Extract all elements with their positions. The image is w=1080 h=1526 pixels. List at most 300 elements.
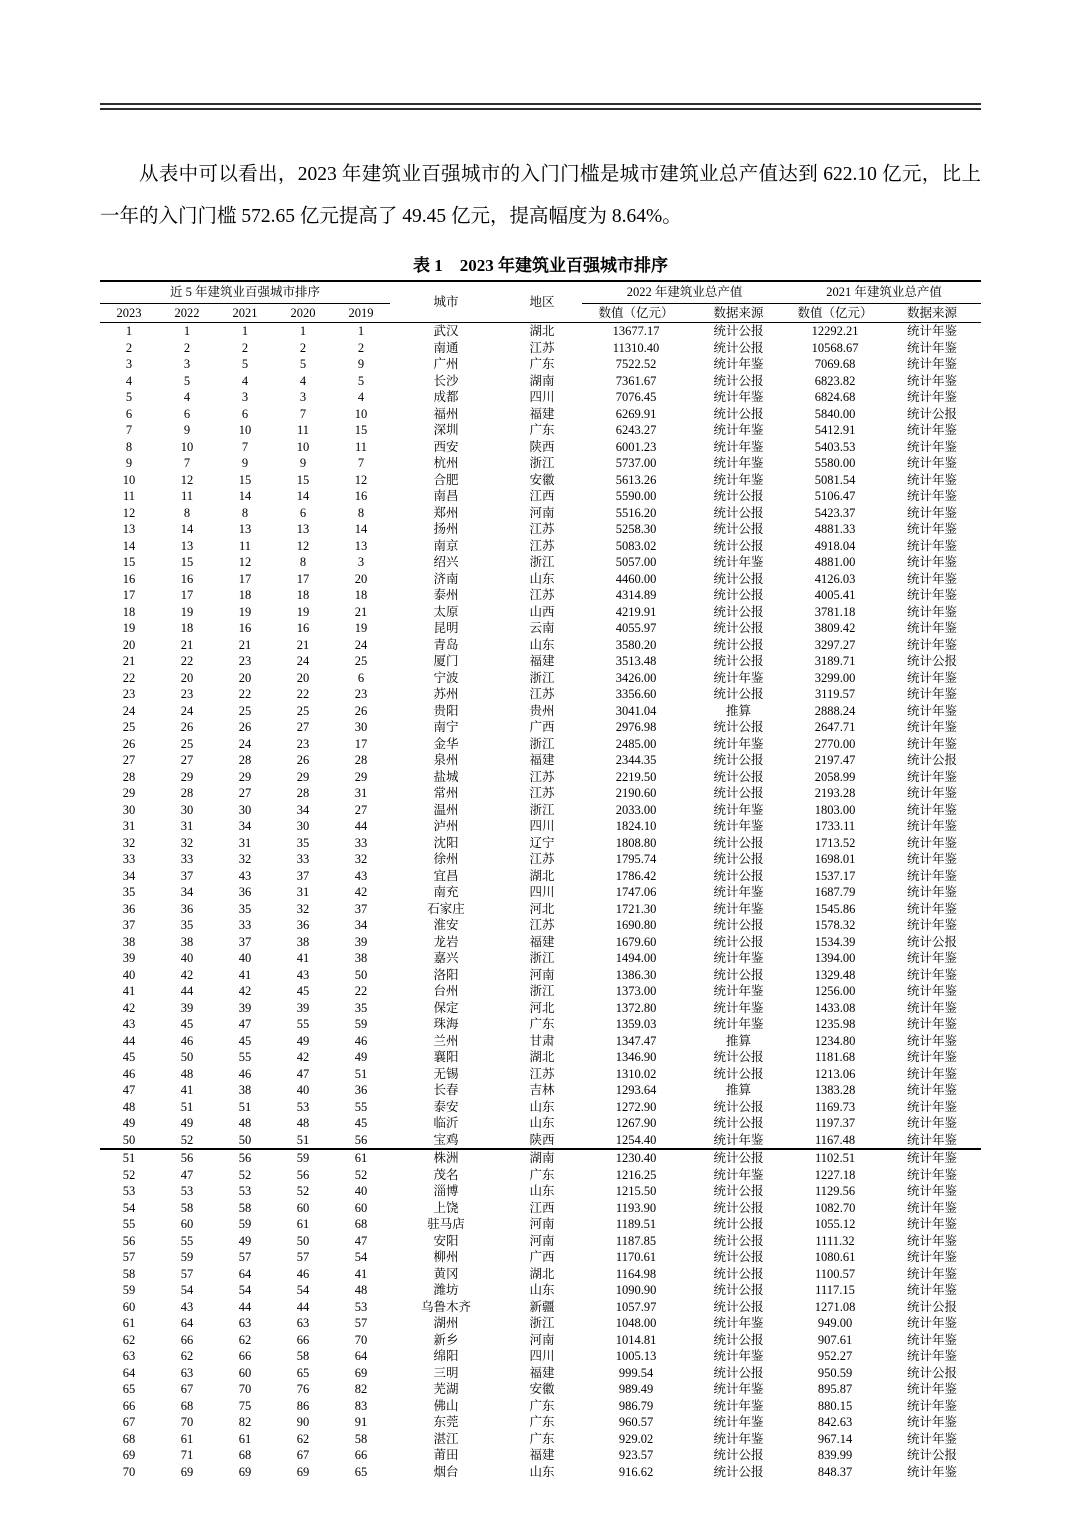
table-row — [100, 934, 981, 951]
value-2022-cell: 1090.90 — [615, 1283, 657, 1297]
rank-2021-cell: 15 — [238, 472, 252, 487]
rank-2023-cell: 42 — [122, 1000, 136, 1015]
source-2022-cell: 统计年鉴 — [713, 885, 764, 899]
rank-2023-cell: 22 — [122, 670, 136, 685]
value-2021-cell: 1433.08 — [814, 1000, 856, 1015]
region-cell: 浙江 — [529, 670, 555, 685]
rank-2022-cell: 29 — [180, 769, 194, 784]
value-2022-cell: 2190.60 — [615, 786, 657, 800]
city-cell: 广州 — [433, 357, 459, 371]
source-2022-cell: 统计公报 — [713, 835, 764, 850]
rank-2019-cell: 91 — [354, 1415, 368, 1429]
source-2022-cell: 统计公报 — [713, 1299, 764, 1314]
city-cell: 泉州 — [433, 753, 459, 767]
rank-2023-cell: 23 — [122, 687, 136, 701]
source-2022-cell: 统计公报 — [713, 324, 764, 338]
value-2022-cell: 1386.30 — [615, 967, 657, 982]
rank-2022-cell: 5 — [183, 373, 191, 388]
source-2021-cell: 统计公报 — [907, 1365, 958, 1380]
value-2022-cell: 6001.23 — [615, 439, 657, 454]
region-cell: 广东 — [529, 1167, 555, 1182]
rank-2021-cell: 54 — [238, 1283, 252, 1297]
rank-2022-cell: 32 — [180, 835, 194, 850]
rank-2019-cell: 26 — [354, 703, 368, 718]
value-2022-cell: 5258.30 — [615, 522, 657, 536]
source-2021-cell: 统计年鉴 — [907, 984, 958, 998]
value-2021-cell: 7069.68 — [814, 357, 856, 371]
city-cell: 杭州 — [433, 456, 459, 470]
rank-2020-cell: 53 — [296, 1099, 310, 1114]
rank-2023-cell: 58 — [122, 1266, 136, 1281]
value-2022-cell: 960.57 — [618, 1415, 654, 1429]
source-2021-cell: 统计年鉴 — [907, 423, 958, 437]
source-2021-cell: 统计年鉴 — [907, 588, 958, 602]
source-2021-cell: 统计年鉴 — [907, 1033, 958, 1048]
rank-2021-cell: 57 — [238, 1250, 252, 1264]
table-row — [100, 703, 981, 720]
region-cell: 福建 — [529, 1365, 555, 1380]
rank-2023-cell: 54 — [122, 1200, 136, 1215]
rank-2020-cell: 40 — [296, 1083, 310, 1097]
region-cell: 四川 — [529, 1349, 555, 1363]
rank-2023-cell: 37 — [122, 918, 136, 932]
rank-2022-cell: 15 — [180, 555, 194, 569]
rank-2023-cell: 70 — [122, 1464, 136, 1479]
rank-2020-cell: 60 — [296, 1200, 310, 1215]
source-2021-cell: 统计年鉴 — [907, 1250, 958, 1264]
city-cell: 合肥 — [433, 472, 459, 487]
value-2021-cell: 950.59 — [817, 1365, 853, 1380]
rank-2022-cell: 33 — [180, 852, 194, 866]
rank-2023-cell: 7 — [125, 423, 133, 437]
rank-2021-cell: 56 — [238, 1151, 252, 1165]
city-cell: 郑州 — [433, 505, 459, 520]
rank-2020-cell: 48 — [296, 1116, 310, 1130]
value-2021-cell: 1129.56 — [814, 1184, 856, 1198]
source-2022-cell: 统计年鉴 — [713, 456, 764, 470]
rank-2019-cell: 29 — [354, 769, 368, 784]
value-2022-cell: 916.62 — [618, 1464, 654, 1479]
rank-2022-cell: 48 — [180, 1066, 194, 1081]
region-cell: 山东 — [529, 1184, 555, 1198]
rank-2023-cell: 51 — [122, 1151, 136, 1165]
rank-2021-cell: 7 — [241, 439, 249, 454]
source-2022-cell: 统计公报 — [713, 340, 764, 355]
source-2021-cell: 统计年鉴 — [907, 1217, 958, 1231]
region-cell: 江苏 — [529, 538, 555, 553]
source-2021-cell: 统计公报 — [907, 1448, 958, 1462]
rank-2020-cell: 11 — [296, 423, 310, 437]
city-cell: 龙岩 — [433, 934, 459, 949]
rank-2019-cell: 27 — [354, 802, 368, 817]
value-2021-cell: 1534.39 — [814, 934, 856, 949]
source-2021-cell: 统计年鉴 — [907, 835, 958, 850]
table-row — [100, 1000, 981, 1017]
header-2021-value: 数值（亿元） — [787, 304, 883, 323]
rank-2019-cell: 60 — [354, 1200, 368, 1215]
source-2022-cell: 统计公报 — [713, 1250, 764, 1264]
header-city: 城市 — [390, 281, 502, 323]
source-2021-cell: 统计公报 — [907, 934, 958, 949]
table-row — [100, 1099, 981, 1116]
table-row — [100, 950, 981, 967]
source-2021-cell: 统计年鉴 — [907, 901, 958, 916]
city-cell: 东莞 — [433, 1415, 459, 1429]
rank-2022-cell: 69 — [180, 1464, 194, 1479]
city-cell: 泰州 — [433, 588, 459, 602]
city-cell: 深圳 — [433, 423, 459, 437]
rank-2020-cell: 29 — [296, 769, 310, 784]
rank-2023-cell: 67 — [122, 1415, 136, 1429]
value-2022-cell: 1747.06 — [615, 885, 657, 899]
region-cell: 新疆 — [529, 1299, 555, 1314]
rank-2019-cell: 53 — [354, 1299, 368, 1314]
value-2022-cell: 999.54 — [618, 1365, 654, 1380]
value-2022-cell: 13677.17 — [612, 324, 660, 338]
source-2022-cell: 统计公报 — [713, 522, 764, 536]
rank-2021-cell: 53 — [238, 1184, 252, 1198]
rank-2023-cell: 47 — [122, 1083, 136, 1097]
rank-2021-cell: 82 — [238, 1415, 252, 1429]
rank-2021-cell: 40 — [238, 951, 252, 965]
table-row — [100, 620, 981, 637]
rank-2019-cell: 2 — [357, 340, 365, 355]
source-2021-cell: 统计年鉴 — [907, 852, 958, 866]
value-2021-cell: 1234.80 — [814, 1033, 856, 1048]
region-cell: 江苏 — [529, 340, 555, 355]
rank-2021-cell: 35 — [238, 901, 252, 916]
table-row — [100, 670, 981, 687]
rank-2022-cell: 49 — [180, 1116, 194, 1130]
header-2021-source: 数据来源 — [883, 304, 981, 323]
rank-2020-cell: 51 — [274, 1132, 332, 1150]
rank-2023-cell: 19 — [122, 621, 136, 635]
value-2021-cell: 5081.54 — [814, 472, 856, 487]
rank-2020-cell: 86 — [296, 1398, 310, 1413]
city-cell: 三明 — [433, 1365, 459, 1380]
city-cell: 盐城 — [433, 769, 459, 784]
rank-2021-cell: 2 — [241, 340, 249, 355]
region-cell: 四川 — [529, 885, 555, 899]
source-2022-cell: 统计公报 — [713, 769, 764, 784]
rank-2021-cell: 70 — [238, 1382, 252, 1396]
source-2022-cell: 统计公报 — [713, 654, 764, 668]
rank-2023-cell: 17 — [122, 588, 136, 602]
city-cell: 潍坊 — [433, 1283, 459, 1297]
region-cell: 四川 — [529, 390, 555, 404]
source-2022-cell: 统计公报 — [713, 1464, 764, 1479]
rank-2019-cell: 57 — [354, 1316, 368, 1330]
source-2022-cell: 统计年鉴 — [713, 802, 764, 817]
source-2022-cell: 统计公报 — [713, 753, 764, 767]
city-cell: 西安 — [433, 439, 459, 454]
table-row — [100, 488, 981, 505]
city-cell: 绍兴 — [433, 555, 459, 569]
value-2021-cell: 3297.27 — [814, 637, 856, 652]
rank-2021-cell: 52 — [238, 1167, 252, 1182]
rank-2020-cell: 57 — [296, 1250, 310, 1264]
rank-2022-cell: 18 — [180, 621, 194, 635]
value-2021-cell: 1117.15 — [815, 1283, 855, 1297]
table-row — [100, 604, 981, 621]
region-cell: 河南 — [529, 1233, 555, 1248]
header-rank-2021: 2021 — [216, 304, 274, 323]
value-2022-cell: 1346.90 — [615, 1050, 657, 1064]
rank-2021-cell: 22 — [238, 687, 252, 701]
region-cell: 广东 — [529, 1431, 555, 1446]
rank-2022-cell: 51 — [180, 1099, 194, 1114]
header-region: 地区 — [502, 281, 582, 323]
city-cell: 茂名 — [433, 1167, 459, 1182]
header-rank-2020: 2020 — [274, 304, 332, 323]
value-2021-cell: 4126.03 — [814, 571, 856, 586]
rank-2021-cell: 8 — [241, 505, 249, 520]
source-2022-cell: 统计公报 — [713, 1283, 764, 1297]
rank-2021-cell: 47 — [238, 1017, 252, 1031]
value-2022-cell: 1216.25 — [615, 1167, 657, 1182]
source-2022-cell: 推算 — [726, 703, 752, 718]
rank-2022-cell: 28 — [180, 786, 194, 800]
table-row — [100, 389, 981, 406]
value-2022-cell: 1808.80 — [615, 835, 657, 850]
table-row — [100, 818, 981, 835]
rank-2021-cell: 39 — [238, 1000, 252, 1015]
rank-2020-cell: 35 — [296, 835, 310, 850]
rank-2020-cell: 47 — [296, 1066, 310, 1081]
region-cell: 湖南 — [529, 1151, 555, 1165]
table-row — [100, 340, 981, 357]
city-cell: 驻马店 — [427, 1217, 465, 1231]
rank-2020-cell: 49 — [296, 1033, 310, 1048]
source-2022-cell: 统计公报 — [713, 934, 764, 949]
source-2022-cell: 统计公报 — [713, 1200, 764, 1215]
table-row — [100, 1016, 981, 1033]
intro-paragraph: 从表中可以看出，2023 年建筑业百强城市的入门门槛是城市建筑业总产值达到 622.10 亿元，比上一年的入门门槛 572.65 亿元提高了 49.45 亿元，提高幅度为 8.64%。 — [100, 164, 981, 227]
source-2021-cell: 统计年鉴 — [907, 736, 958, 751]
rank-2023-cell: 10 — [122, 472, 136, 487]
value-2022-cell: 3580.20 — [615, 637, 657, 652]
rank-2022-cell: 37 — [180, 868, 194, 883]
region-cell: 河北 — [529, 901, 555, 916]
source-2021-cell: 统计年鉴 — [907, 1233, 958, 1248]
value-2022-cell: 6243.27 — [615, 423, 657, 437]
rank-2019-cell: 24 — [354, 637, 368, 652]
city-cell: 珠海 — [433, 1017, 459, 1031]
rank-2022-cell: 44 — [180, 984, 194, 998]
city-cell: 乌鲁木齐 — [421, 1299, 472, 1314]
rank-2022-cell: 22 — [180, 654, 194, 668]
value-2022-cell: 1347.47 — [615, 1033, 657, 1048]
city-cell: 临沂 — [433, 1116, 459, 1130]
source-2022-cell: 统计公报 — [713, 588, 764, 602]
table-row — [100, 373, 981, 390]
rank-2019-cell: 40 — [354, 1184, 368, 1198]
rank-2020-cell: 45 — [296, 984, 310, 998]
source-2022-cell: 统计公报 — [713, 1050, 764, 1064]
rank-2019-cell: 13 — [354, 538, 368, 553]
table-row — [100, 1082, 981, 1099]
rank-2021-cell: 23 — [238, 654, 252, 668]
rank-2021-cell: 24 — [238, 736, 252, 751]
source-2021-cell: 统计年鉴 — [907, 720, 958, 734]
table-row — [100, 538, 981, 555]
value-2021-cell: 4918.04 — [814, 538, 856, 553]
rank-2020-cell: 9 — [299, 456, 307, 470]
rank-2022-cell: 7 — [183, 456, 191, 470]
source-2022-cell: 统计公报 — [713, 621, 764, 635]
source-2022-cell: 统计公报 — [713, 1066, 764, 1081]
city-cell: 武汉 — [433, 324, 459, 338]
rank-2021-cell: 48 — [238, 1116, 252, 1130]
header-2022-output-group: 2022 年建筑业总产值 — [582, 281, 787, 304]
rank-2021-cell: 46 — [238, 1066, 252, 1081]
rank-2019-cell: 69 — [354, 1365, 368, 1380]
city-cell: 襄阳 — [433, 1050, 459, 1064]
table-row — [100, 1282, 981, 1299]
rank-2020-cell: 4 — [299, 373, 307, 388]
rank-2022-cell: 56 — [180, 1151, 194, 1165]
source-2021-cell: 统计年鉴 — [907, 373, 958, 388]
table-row — [100, 637, 981, 654]
source-2022-cell: 统计公报 — [713, 786, 764, 800]
rank-2020-cell: 16 — [296, 621, 310, 635]
region-cell: 湖北 — [529, 324, 555, 338]
source-2022-cell: 统计年鉴 — [713, 951, 764, 965]
region-cell: 甘肃 — [529, 1033, 555, 1048]
rank-2023-cell: 21 — [122, 654, 136, 668]
region-cell: 山东 — [529, 1116, 555, 1130]
source-2022-cell: 统计公报 — [713, 1116, 764, 1130]
header-2022-value: 数值（亿元） — [582, 304, 690, 323]
rank-2022-cell: 9 — [183, 423, 191, 437]
value-2022-cell: 989.49 — [618, 1382, 654, 1396]
source-2022-cell: 统计公报 — [713, 1266, 764, 1281]
rank-2022-cell: 2 — [183, 340, 191, 355]
rank-2021-cell: 21 — [238, 637, 252, 652]
source-2021-cell: 统计年鉴 — [907, 1200, 958, 1215]
region-cell: 浙江 — [529, 984, 555, 998]
source-2022-cell: 统计公报 — [713, 489, 764, 503]
rank-2021-cell: 66 — [238, 1349, 252, 1363]
city-cell: 成都 — [433, 390, 459, 404]
rank-2022-cell: 46 — [180, 1033, 194, 1048]
rank-2021-cell: 13 — [238, 522, 252, 536]
rank-2019-cell: 19 — [354, 621, 368, 635]
rank-2020-cell: 58 — [296, 1349, 310, 1363]
source-2022-cell: 统计年鉴 — [713, 736, 764, 751]
rank-2020-cell: 25 — [296, 703, 310, 718]
rank-2021-cell: 5 — [241, 357, 249, 371]
table-row — [100, 1266, 981, 1283]
rank-2021-cell: 1 — [241, 324, 249, 338]
region-cell: 山东 — [529, 637, 555, 652]
rank-2022-cell: 34 — [180, 885, 194, 899]
rank-2019-cell: 36 — [354, 1083, 368, 1097]
table-row — [100, 1049, 981, 1066]
region-cell: 福建 — [529, 753, 555, 767]
value-2021-cell: 848.37 — [817, 1464, 853, 1479]
value-2021-cell: 895.87 — [817, 1382, 853, 1396]
value-2022-cell: 7076.45 — [615, 390, 657, 404]
ranking-table — [100, 280, 981, 1480]
source-2022-cell: 统计公报 — [713, 571, 764, 586]
rank-2020-cell: 24 — [296, 654, 310, 668]
value-2021-cell: 4005.41 — [814, 588, 856, 602]
rank-2021-cell: 58 — [238, 1200, 252, 1215]
source-2021-cell: 统计年鉴 — [883, 1132, 981, 1150]
header-rank-2023: 2023 — [100, 304, 158, 323]
value-2021-cell: 5840.00 — [814, 406, 856, 421]
rank-2020-cell: 37 — [296, 868, 310, 883]
rank-2020-cell: 26 — [296, 753, 310, 767]
source-2021-cell: 统计公报 — [907, 406, 958, 421]
rank-2021-cell: 27 — [238, 786, 252, 800]
city-cell: 苏州 — [433, 687, 459, 701]
table-header — [100, 281, 981, 323]
source-2021-cell: 统计年鉴 — [907, 1464, 958, 1479]
region-cell: 山东 — [529, 1464, 555, 1479]
source-2021-cell: 统计年鉴 — [907, 604, 958, 619]
value-2022-cell: 1170.61 — [615, 1250, 657, 1264]
header-2021-output-group: 2021 年建筑业总产值 — [787, 281, 981, 304]
source-2022-cell: 统计年鉴 — [713, 1431, 764, 1446]
value-2022-cell: 2344.35 — [615, 753, 657, 767]
rank-2021-cell: 32 — [238, 852, 252, 866]
value-2022-cell: 7361.67 — [615, 373, 657, 388]
rank-2022-cell: 23 — [180, 687, 194, 701]
value-2021-cell: 1197.37 — [814, 1116, 856, 1130]
rank-2023-cell: 18 — [122, 604, 136, 619]
source-2021-cell: 统计年鉴 — [907, 1283, 958, 1297]
rank-2022-cell: 3 — [183, 357, 191, 371]
rank-2019-cell: 65 — [354, 1464, 368, 1479]
source-2022-cell: 统计公报 — [713, 1233, 764, 1248]
source-2021-cell: 统计年鉴 — [907, 340, 958, 355]
value-2022-cell: 1494.00 — [615, 951, 657, 965]
table-row — [100, 1414, 981, 1431]
rank-2020-cell: 31 — [296, 885, 310, 899]
value-2021-cell: 1181.68 — [814, 1050, 856, 1064]
rank-2021-cell: 42 — [238, 984, 252, 998]
value-2021-cell: 967.14 — [817, 1431, 853, 1446]
rank-2020-cell: 76 — [296, 1382, 310, 1396]
rank-2023-cell: 60 — [122, 1299, 136, 1314]
value-2021-cell: 949.00 — [817, 1316, 853, 1330]
source-2022-cell: 统计公报 — [713, 967, 764, 982]
rank-2019-cell: 46 — [354, 1033, 368, 1048]
table-row — [100, 1066, 981, 1083]
rank-2022-cell: 24 — [180, 703, 194, 718]
table-row — [100, 356, 981, 373]
source-2022-cell: 统计年鉴 — [713, 390, 764, 404]
rank-2022-cell: 11 — [180, 489, 194, 503]
rank-2022-cell: 19 — [180, 604, 194, 619]
city-cell: 湛江 — [433, 1431, 459, 1446]
value-2021-cell: 3189.71 — [814, 654, 856, 668]
rank-2023-cell: 33 — [122, 852, 136, 866]
source-2022-cell: 统计年鉴 — [713, 357, 764, 371]
table-row — [100, 323, 981, 340]
rank-2020-cell: 28 — [296, 786, 310, 800]
table-row — [100, 571, 981, 588]
rank-2020-cell: 17 — [296, 571, 310, 586]
rank-2022-cell: 54 — [180, 1283, 194, 1297]
value-2021-cell: 5580.00 — [814, 456, 856, 470]
region-cell: 江苏 — [529, 1066, 555, 1081]
region-cell: 广东 — [529, 1017, 555, 1031]
rank-2020-cell: 32 — [296, 901, 310, 916]
region-cell: 河南 — [529, 505, 555, 520]
